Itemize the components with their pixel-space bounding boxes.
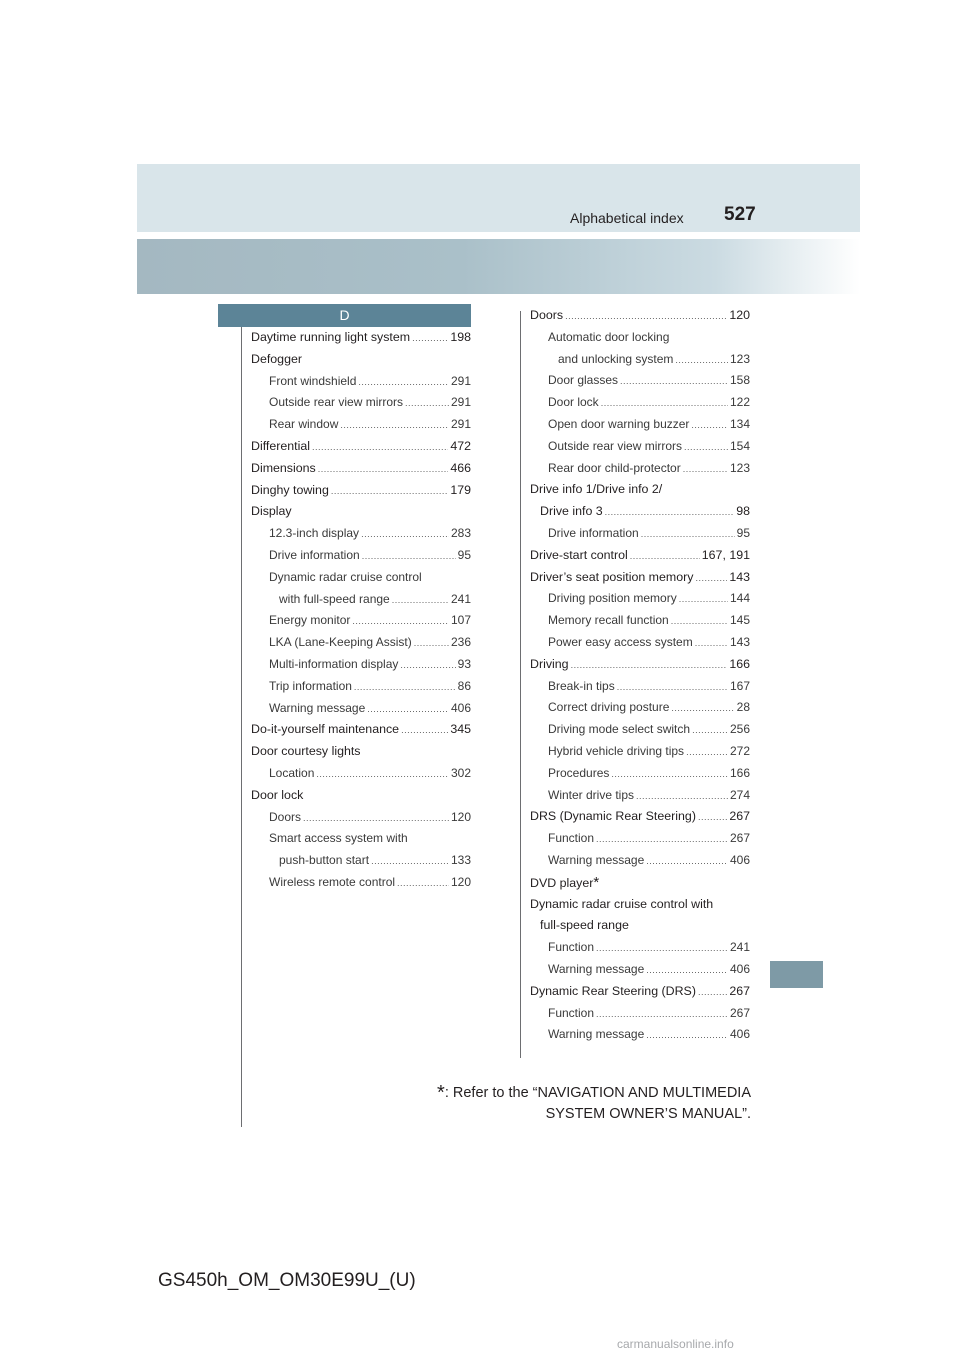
index-entry-label: Display xyxy=(251,504,292,519)
leader-dots xyxy=(316,764,449,786)
index-entry xyxy=(530,588,750,610)
index-entry xyxy=(530,894,750,916)
document-code: GS450h_OM_OM30E99U_(U) xyxy=(158,1270,416,1291)
leader-dots xyxy=(641,524,735,546)
index-entry xyxy=(530,719,750,741)
index-entry-label: Daytime running light system xyxy=(251,330,411,344)
index-entry-label: Dynamic radar cruise control with xyxy=(530,896,714,911)
leader-dots xyxy=(601,393,728,415)
leader-dots xyxy=(671,611,728,633)
index-entry-label: LKA (Lane-Keeping Assist) xyxy=(269,635,412,650)
index-entry-label: DVD player xyxy=(530,875,594,890)
index-entry xyxy=(251,349,471,371)
leader-dots xyxy=(400,655,455,677)
leader-dots xyxy=(318,459,449,481)
index-entry xyxy=(530,981,750,1003)
index-entry xyxy=(530,479,750,501)
index-entry-page: 241 xyxy=(450,591,471,606)
index-entry xyxy=(530,937,750,959)
leader-dots xyxy=(646,851,728,873)
index-entry-page: 28 xyxy=(736,700,750,715)
leader-dots xyxy=(630,546,700,568)
index-entry xyxy=(251,392,471,414)
index-entry-label: Doors xyxy=(530,308,564,322)
index-entry-label: Warning message xyxy=(548,852,645,867)
left-margin-rule xyxy=(241,309,242,1127)
index-entry-page: 123 xyxy=(729,351,750,366)
leader-dots xyxy=(679,589,728,611)
index-entry xyxy=(530,915,750,937)
index-entry xyxy=(251,480,471,502)
index-entry xyxy=(530,523,750,545)
leader-dots xyxy=(303,808,449,830)
index-entry xyxy=(251,654,471,676)
index-entry xyxy=(530,414,750,436)
leader-dots xyxy=(312,437,448,459)
index-entry-page: 86 xyxy=(457,678,471,693)
leader-dots xyxy=(686,742,728,764)
index-entry xyxy=(530,785,750,807)
footnote-marker: * xyxy=(593,873,600,891)
footnote-line-2: SYSTEM OWNER’S MANUAL”. xyxy=(545,1106,751,1122)
index-entry-page: 236 xyxy=(450,635,471,650)
index-entry-label: Break-in tips xyxy=(548,678,615,693)
index-entry-page: 302 xyxy=(450,765,471,780)
index-entry xyxy=(251,850,471,872)
leader-dots xyxy=(646,960,728,982)
index-entry-label: DRS (Dynamic Rear Steering) xyxy=(530,809,696,824)
index-entry-label: Function xyxy=(548,1005,595,1020)
index-entry-page: 133 xyxy=(450,853,471,868)
leader-dots xyxy=(362,546,456,568)
index-entry-label: Door lock xyxy=(548,395,599,410)
index-entry-page: 272 xyxy=(729,743,750,758)
index-entry xyxy=(530,959,750,981)
index-entry-page: 267 xyxy=(729,983,750,998)
leader-dots xyxy=(636,786,728,808)
index-entry-label: Door courtesy lights xyxy=(251,744,361,759)
index-entry xyxy=(251,632,471,654)
index-entry-page: 123 xyxy=(729,460,750,475)
leader-dots xyxy=(695,633,728,655)
page-number: 527 xyxy=(724,204,756,225)
index-entry xyxy=(530,567,750,589)
leader-dots xyxy=(352,611,449,633)
index-column-left xyxy=(251,327,471,894)
leader-dots xyxy=(605,502,735,524)
index-entry-page: 134 xyxy=(729,416,750,431)
leader-dots xyxy=(596,829,728,851)
index-entry xyxy=(530,697,750,719)
index-entry-label: Dynamic radar cruise control xyxy=(269,569,422,584)
leader-dots xyxy=(691,415,728,437)
index-entry-page: 198 xyxy=(450,330,471,344)
index-entry-page: 291 xyxy=(450,373,471,388)
index-entry-page: 120 xyxy=(450,809,471,824)
index-entry xyxy=(251,698,471,720)
index-entry-label: Wireless remote control xyxy=(269,874,396,889)
leader-dots xyxy=(617,677,728,699)
index-entry-label: Do-it-yourself maintenance xyxy=(251,722,400,737)
index-entry-page: 122 xyxy=(729,395,750,410)
index-entry-label: Outside rear view mirrors xyxy=(269,395,404,410)
column-divider-rule xyxy=(520,311,521,1058)
index-entry xyxy=(530,676,750,698)
leader-dots xyxy=(358,372,449,394)
index-entry-page: 406 xyxy=(729,961,750,976)
index-entry-page: 267 xyxy=(729,831,750,846)
index-entry-label: Drive info 1/Drive info 2/ xyxy=(530,482,663,497)
index-entry-label: Procedures xyxy=(548,765,610,780)
leader-dots xyxy=(620,371,728,393)
leader-dots xyxy=(340,415,449,437)
index-column-right xyxy=(530,305,750,1046)
footnote-line-1: : Refer to the “NAVIGATION AND MULTIMEDIA xyxy=(444,1085,751,1101)
leader-dots xyxy=(611,764,728,786)
index-entry-page: 107 xyxy=(450,613,471,628)
index-entry xyxy=(530,458,750,480)
leader-dots xyxy=(401,720,448,742)
index-entry-label: Defogger xyxy=(251,351,302,366)
index-entry xyxy=(530,828,750,850)
index-entry-label: Driver’s seat position memory xyxy=(530,569,694,584)
index-entry xyxy=(530,1024,750,1046)
header-title: Alphabetical index xyxy=(570,210,684,226)
index-entry xyxy=(530,763,750,785)
index-entry-label: Winter drive tips xyxy=(548,787,635,802)
index-entry xyxy=(251,501,471,523)
index-entry-page: 95 xyxy=(736,525,750,540)
index-entry-page: 291 xyxy=(450,417,471,432)
index-entry xyxy=(530,327,750,349)
index-entry xyxy=(530,545,750,567)
index-entry-label: Function xyxy=(548,940,595,955)
index-entry-label: Door lock xyxy=(251,787,304,802)
leader-dots xyxy=(671,698,734,720)
index-entry-label: Driving position memory xyxy=(548,591,677,606)
index-entry xyxy=(530,392,750,414)
index-entry-label: Function xyxy=(548,831,595,846)
index-entry-page: 167 xyxy=(729,678,750,693)
index-entry-label: 12.3-inch display xyxy=(269,526,360,541)
leader-dots xyxy=(683,459,728,481)
leader-dots xyxy=(354,677,456,699)
index-entry-label: Driving mode select switch xyxy=(548,722,691,737)
index-entry-page: 406 xyxy=(450,700,471,715)
index-entry-page: 345 xyxy=(450,722,471,737)
index-entry-page: 144 xyxy=(729,591,750,606)
index-entry-page: 93 xyxy=(457,656,471,671)
index-entry-label: Drive information xyxy=(269,547,360,562)
index-entry-page: 179 xyxy=(450,482,471,497)
leader-dots xyxy=(684,437,728,459)
index-entry xyxy=(251,828,471,850)
index-entry-page: 256 xyxy=(729,722,750,737)
index-entry xyxy=(251,785,471,807)
index-entry-label: Drive-start control xyxy=(530,547,628,562)
section-letter-heading: D xyxy=(218,304,471,327)
index-entry-page: 466 xyxy=(450,460,471,475)
index-entry-page: 472 xyxy=(450,438,471,453)
leader-dots xyxy=(596,1004,728,1026)
watermark[interactable]: carmanualsonline.info xyxy=(617,1337,734,1351)
index-entry-label: Doors xyxy=(269,809,302,824)
index-entry-page: 98 xyxy=(736,504,750,519)
index-entry-page: 158 xyxy=(729,373,750,388)
index-entry-page: 406 xyxy=(729,1027,750,1042)
index-entry-label: Multi-information display xyxy=(269,656,399,671)
index-entry-page: 241 xyxy=(729,940,750,955)
index-entry xyxy=(530,850,750,872)
leader-dots xyxy=(397,873,449,895)
index-entry-label: Location xyxy=(269,765,315,780)
index-entry-page: 167, 191 xyxy=(701,547,750,562)
index-entry xyxy=(251,523,471,545)
index-entry-label: Warning message xyxy=(269,700,366,715)
index-entry-label: Warning message xyxy=(548,961,645,976)
index-entry-label: Automatic door locking xyxy=(548,329,670,344)
leader-dots xyxy=(596,938,728,960)
index-entry-page: 95 xyxy=(457,547,471,562)
index-entry-page: 120 xyxy=(450,874,471,889)
index-entry xyxy=(530,654,750,676)
index-entry xyxy=(530,436,750,458)
index-entry-label: Driving xyxy=(530,656,569,671)
index-entry-label: Correct driving posture xyxy=(548,700,670,715)
index-entry-label: Power easy access system xyxy=(548,634,693,649)
leader-dots xyxy=(698,982,727,1004)
leader-dots xyxy=(371,851,449,873)
leader-dots xyxy=(392,590,449,612)
index-entry xyxy=(251,610,471,632)
index-entry xyxy=(251,567,471,589)
index-entry-label: Smart access system with xyxy=(269,831,408,846)
index-entry-label: and unlocking system xyxy=(558,351,674,366)
leader-dots xyxy=(646,1025,728,1047)
index-entry xyxy=(530,1003,750,1025)
index-entry xyxy=(530,632,750,654)
leader-dots xyxy=(412,328,448,350)
index-entry-label: Rear window xyxy=(269,417,339,432)
index-entry-label: full-speed range xyxy=(540,918,629,933)
index-entry-label: Dimensions xyxy=(251,460,316,475)
index-entry xyxy=(530,305,750,327)
index-entry xyxy=(251,414,471,436)
leader-dots xyxy=(361,524,449,546)
leader-dots xyxy=(692,720,728,742)
index-entry-page: 267 xyxy=(729,809,750,824)
header-gradient-band xyxy=(137,239,860,294)
index-entry-page: 283 xyxy=(450,526,471,541)
index-entry-label: Dinghy towing xyxy=(251,482,329,497)
leader-dots xyxy=(698,807,727,829)
index-entry-label: Differential xyxy=(251,438,311,453)
index-entry-label: Warning message xyxy=(548,1027,645,1042)
leader-dots xyxy=(675,350,728,372)
index-entry-page: 406 xyxy=(729,852,750,867)
index-entry-label: push-button start xyxy=(279,853,370,868)
index-entry-page: 120 xyxy=(729,308,750,322)
index-entry-page: 154 xyxy=(729,438,750,453)
index-entry xyxy=(530,610,750,632)
index-entry xyxy=(251,371,471,393)
footnote xyxy=(420,1083,751,1125)
index-entry-page: 166 xyxy=(729,765,750,780)
index-entry xyxy=(251,458,471,480)
leader-dots xyxy=(695,568,727,590)
index-entry xyxy=(530,741,750,763)
index-entry xyxy=(530,806,750,828)
index-entry-page: 145 xyxy=(729,613,750,628)
index-entry xyxy=(251,872,471,894)
index-entry-label: Hybrid vehicle driving tips xyxy=(548,743,685,758)
leader-dots xyxy=(414,633,449,655)
index-entry-page: 267 xyxy=(729,1005,750,1020)
index-entry-label: Memory recall function xyxy=(548,613,669,628)
index-entry xyxy=(251,807,471,829)
index-entry-page: 274 xyxy=(729,787,750,802)
index-entry-label: Drive info 3 xyxy=(540,504,603,519)
leader-dots xyxy=(405,393,449,415)
index-entry xyxy=(530,370,750,392)
index-entry xyxy=(530,349,750,371)
index-entry xyxy=(251,741,471,763)
index-side-tab[interactable] xyxy=(770,961,823,988)
leader-dots xyxy=(367,699,449,721)
index-entry xyxy=(530,501,750,523)
index-entry-label: Front windshield xyxy=(269,373,357,388)
index-entry xyxy=(251,327,471,349)
index-entry xyxy=(251,545,471,567)
index-entry xyxy=(251,719,471,741)
index-entry xyxy=(251,763,471,785)
index-entry-page: 291 xyxy=(450,395,471,410)
index-entry-page: 143 xyxy=(729,634,750,649)
index-entry-label: Door glasses xyxy=(548,373,619,388)
index-entry-label: Open door warning buzzer xyxy=(548,416,690,431)
index-entry-label: with full-speed range xyxy=(279,591,390,606)
index-entry-page: 166 xyxy=(729,656,750,671)
index-entry-page: 143 xyxy=(729,569,750,584)
index-entry-label: Outside rear view mirrors xyxy=(548,438,683,453)
index-entry xyxy=(251,436,471,458)
index-entry xyxy=(251,676,471,698)
leader-dots xyxy=(571,655,728,677)
leader-dots xyxy=(565,306,727,328)
leader-dots xyxy=(331,481,448,503)
index-entry-label: Dynamic Rear Steering (DRS) xyxy=(530,983,696,998)
index-entry-label: Trip information xyxy=(269,678,352,693)
index-entry-label: Drive information xyxy=(548,525,639,540)
footnote-star: * xyxy=(437,1082,445,1104)
index-entry xyxy=(251,589,471,611)
index-entry-label: Rear door child-protector xyxy=(548,460,681,475)
index-entry-label: Energy monitor xyxy=(269,613,351,628)
index-entry xyxy=(530,872,750,894)
